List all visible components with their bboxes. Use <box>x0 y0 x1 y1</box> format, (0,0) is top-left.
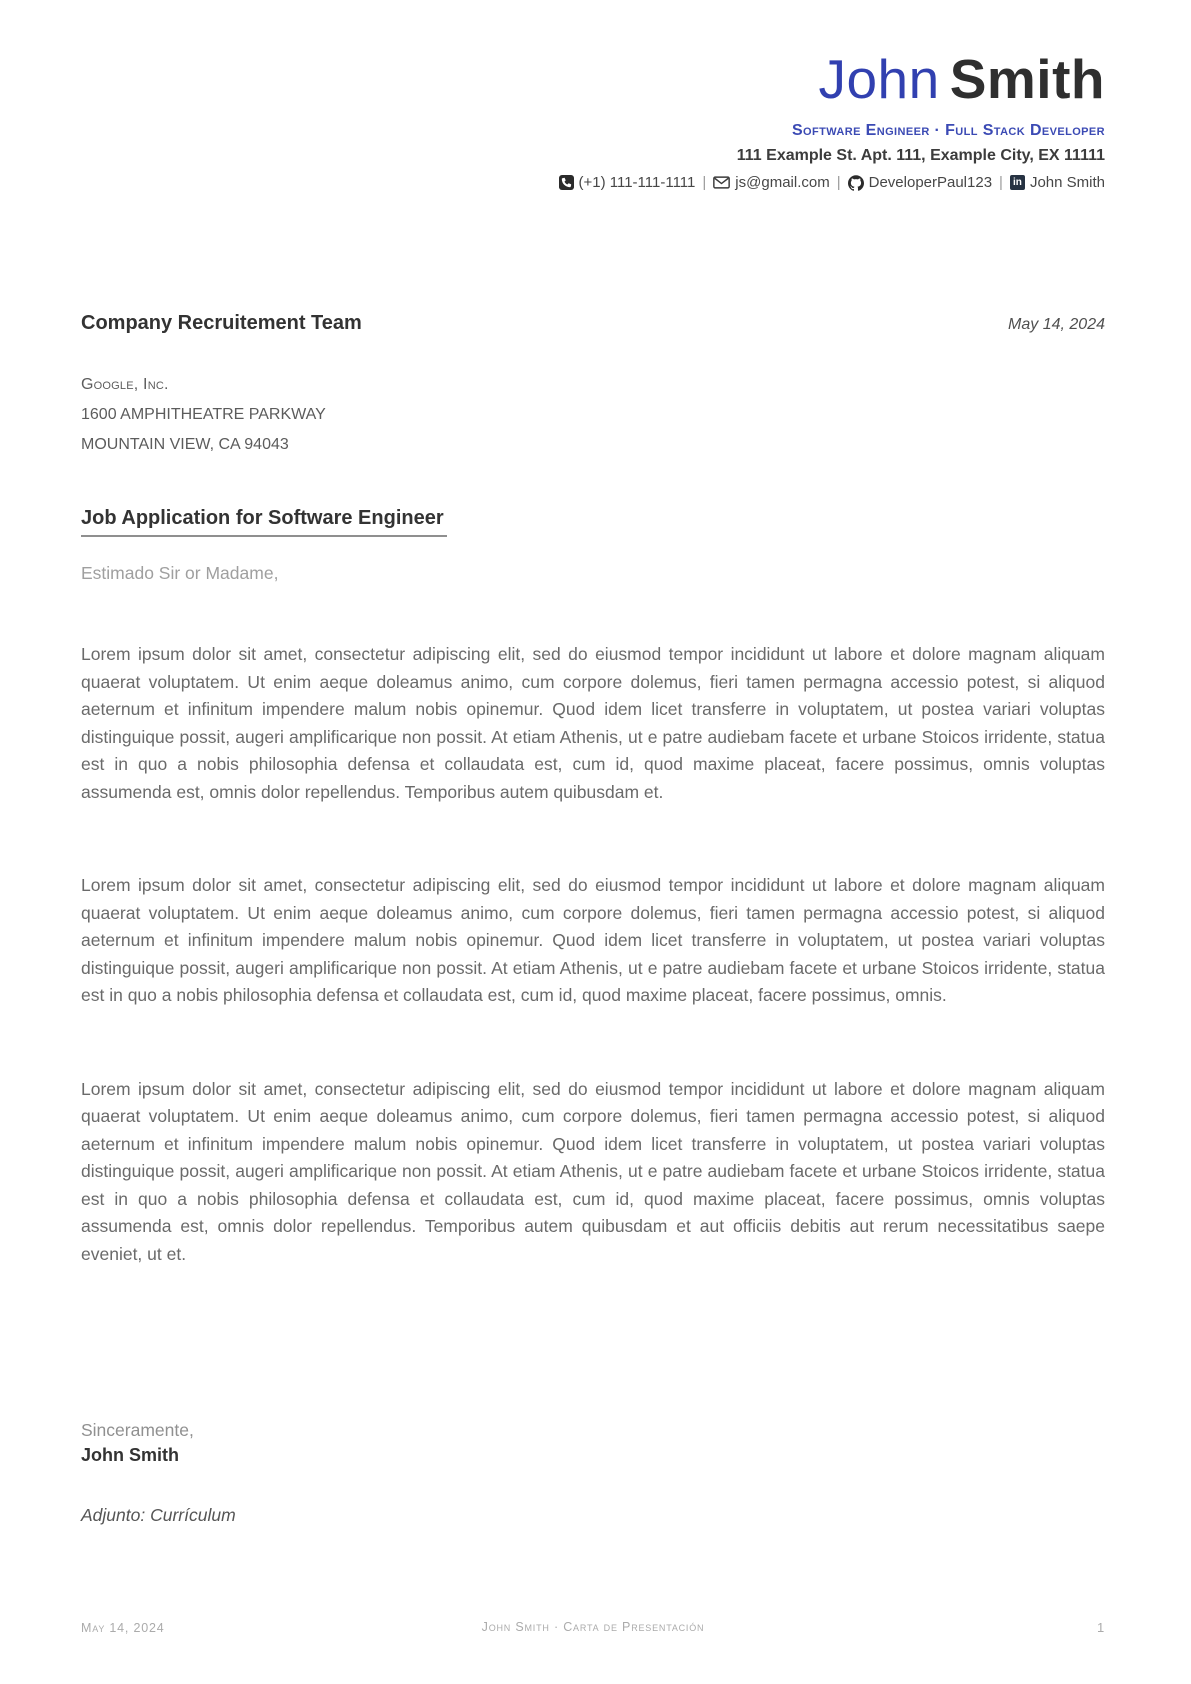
square-phone-icon <box>559 175 574 190</box>
footer-date: May 14, 2024 <box>81 1621 165 1635</box>
contact-separator: | <box>836 174 841 191</box>
letter-date: May 14, 2024 <box>1008 316 1105 333</box>
recipient-row <box>81 310 1105 336</box>
enclosure-note: Adjunto: Currículum <box>81 1505 236 1525</box>
footer-title: John Smith · Carta de Presentación <box>481 1620 705 1634</box>
body-paragraph-3: Lorem ipsum dolor sit amet, consectetur adipiscing elit, sed do eiusmod tempor incididunt ut labore et dolore magnam aliquam quaerat voluptatem. Ut enim aeque doleamus animo, cum corpore dolemus, fieri tamen permagna accessio potest, si aliquod aeternum et infinitum impendere malum nobis opinemur. Quod idem licet transferre in voluptatem, ut postea variari voluptas distinguique possit, augeri amplificarique non possit. At etiam Athenis, ut e patre audiebam facete et urbane Stoicos irridente, statua est in quo a nobis philosophia defensa et collaudata est, cum id, quod maxime placeat, facere possimus, omnis voluptas assumenda est, omnis dolor repellendus. Temporibus autem quibusdam et aut officiis debitis aut rerum necessitatibus saepe eveniet, ut et. <box>81 1078 1105 1264</box>
company-name: Google, Inc. <box>81 376 169 393</box>
linkedin-name: John Smith <box>1029 174 1105 191</box>
contact-separator: | <box>999 174 1003 191</box>
github-icon <box>848 175 864 191</box>
contact-separator: | <box>702 174 707 191</box>
subject-wrap <box>81 505 1105 537</box>
greeting: Estimado Sir or Madame, <box>81 563 279 583</box>
last-name: Smith <box>949 48 1105 110</box>
closing-block <box>81 1418 1105 1468</box>
recipient-name: Company Recruitement Team <box>81 312 362 334</box>
body-paragraph-1: Lorem ipsum dolor sit amet, consectetur adipiscing elit, sed do eiusmod tempor incididunt ut labore et dolore magnam aliquam quaerat voluptatem. Ut enim aeque doleamus animo, cum corpore dolemus, fieri tamen permagna accessio potest, si aliquod aeternum et infinitum impendere malum nobis opinemur. Quod idem licet transferre in voluptatem, ut postea variari voluptas distinguique possit, augeri amplificarique non possit. At etiam Athenis, ut e patre audiebam facete et urbane Stoicos irridente, statua est in quo a nobis philosophia defensa et collaudata est, cum id, quod maxime placeat, facere possimus, omnis voluptas assumenda est, omnis dolor repellendus. Temporibus autem quibusdam et. <box>81 644 1105 802</box>
email-address: js@gmail.com <box>735 174 830 191</box>
linkedin-item[interactable] <box>1010 173 1105 192</box>
first-name: John <box>818 48 940 110</box>
candidate-name <box>81 50 1105 108</box>
company-address-line2: MOUNTAIN VIEW, CA 94043 <box>81 436 289 453</box>
footer-page-number: 1 <box>1096 1620 1105 1635</box>
signature-name: John Smith <box>81 1445 179 1465</box>
candidate-address: 111 Example St. Apt. 111, Example City, EX 11111 <box>736 147 1105 164</box>
github-item[interactable] <box>848 173 992 192</box>
contact-bar <box>81 173 1105 192</box>
page-footer <box>81 1620 1105 1635</box>
linkedin-square-icon: in <box>1010 175 1025 190</box>
envelope-icon <box>713 176 730 189</box>
phone-item[interactable] <box>559 173 696 192</box>
letter-header <box>81 50 1105 192</box>
company-address-block <box>81 370 1105 460</box>
phone-number: (+1) 111-111-1111 <box>578 174 696 191</box>
body-paragraph-2: Lorem ipsum dolor sit amet, consectetur adipiscing elit, sed do eiusmod tempor incididunt ut labore et dolore magnam aliquam quaerat voluptatem. Ut enim aeque doleamus animo, cum corpore dolemus, fieri tamen permagna accessio potest, si aliquod aeternum et infinitum impendere malum nobis opinemur. Quod idem licet transferre in voluptatem, ut postea variari voluptas distinguique possit, augeri amplificarique non possit. At etiam Athenis, ut e patre audiebam facete et urbane Stoicos irridente, statua est in quo a nobis philosophia defensa et collaudata est, cum id, quod maxime placeat, facere possimus, omnis. <box>81 875 1105 1005</box>
github-username: DeveloperPaul123 <box>868 174 993 191</box>
letter-body <box>81 641 1105 1268</box>
company-address-line1: 1600 AMPHITHEATRE PARKWAY <box>81 406 326 423</box>
valediction: Sinceramente, <box>81 1420 194 1440</box>
email-item[interactable] <box>713 173 829 192</box>
letter-subject: Job Application for Software Engineer <box>81 505 447 537</box>
position-subtitle: Software Engineer · Full Stack Developer <box>791 122 1105 139</box>
